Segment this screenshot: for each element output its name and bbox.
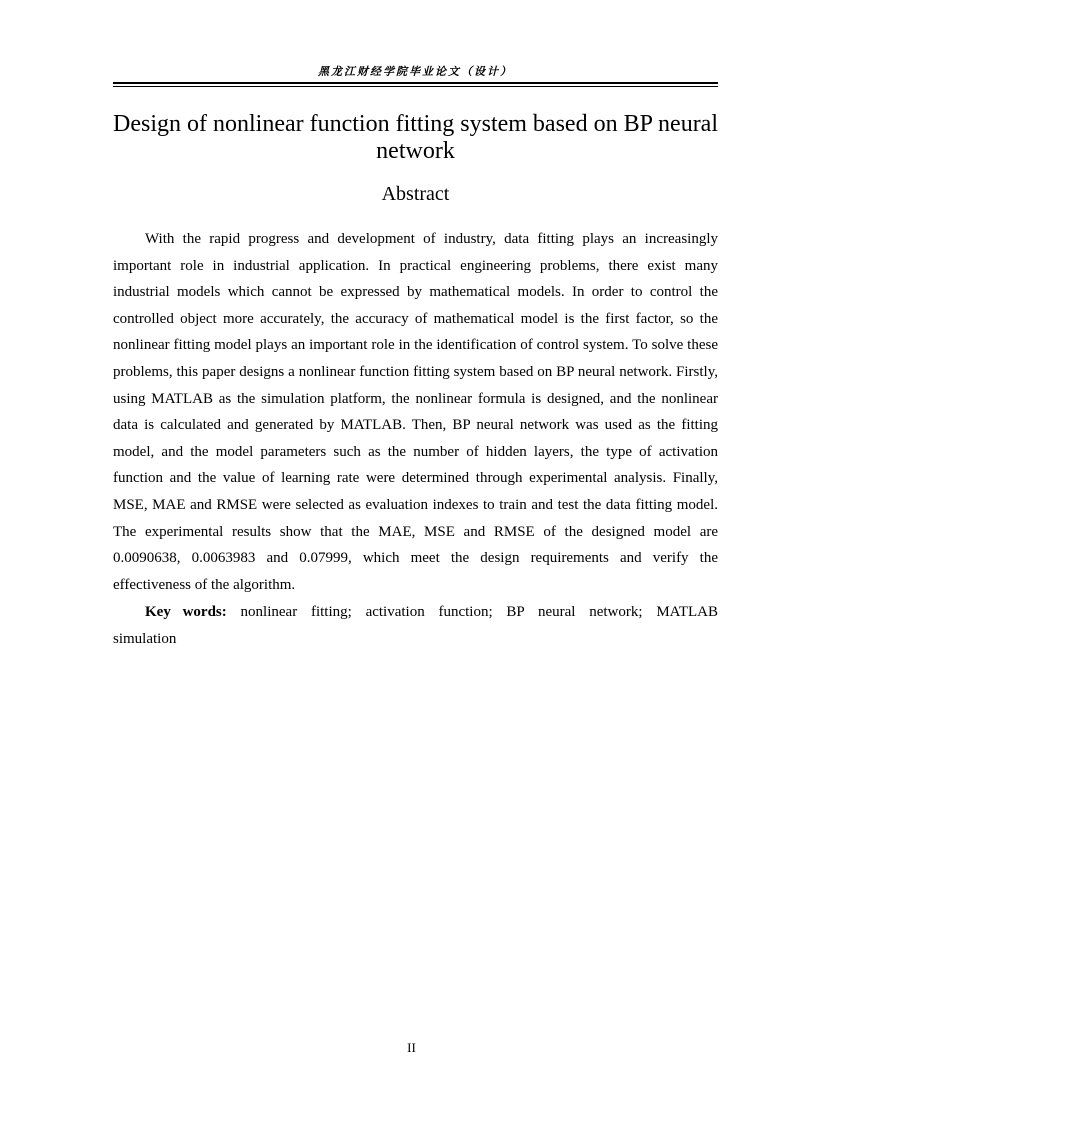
document-page	[113, 0, 718, 1122]
paper-title: Design of nonlinear function fitting system based on BP neural network	[113, 111, 719, 164]
abstract-body: With the rapid progress and development of industry, data fitting plays an increasingly important role in industrial application. In practical engineering problems, there exist many industrial models which cannot be expressed by mathematical models. In order to control the controlled object more accurately, the accuracy of mathematical model is the first factor, so the nonlinear fitting model plays an important role in the identification of control system. To solve these problems, this paper designs a nonlinear function fitting system based on BP neural network. Firstly, using MATLAB as the simulation platform, the nonlinear formula is designed, and the nonlinear data is calculated and generated by MATLAB. Then, BP neural network was used as the fitting model, and the model parameters such as the number of hidden layers, the type of activation function and the value of learning rate were determined through experimental analysis. Finally, MSE, MAE and RMSE were selected as evaluation indexes to train and test the data fitting model. The experimental results show that the MAE, MSE and RMSE of the designed model are 0.0090638, 0.0063983 and 0.07999, which meet the design requirements and verify the effectiveness of the algorithm.	[113, 231, 718, 593]
keywords-paragraph	[113, 599, 718, 652]
keywords-label: Key words:	[145, 604, 227, 620]
keywords-text: nonlinear fitting; activation function; BP neural network; MATLAB simulation	[113, 604, 718, 647]
abstract-heading: Abstract	[381, 183, 450, 205]
page-number: II	[407, 1040, 416, 1055]
header-double-rule	[113, 82, 718, 87]
running-header: 黑龙江财经学院毕业论文（设计）	[318, 65, 513, 78]
